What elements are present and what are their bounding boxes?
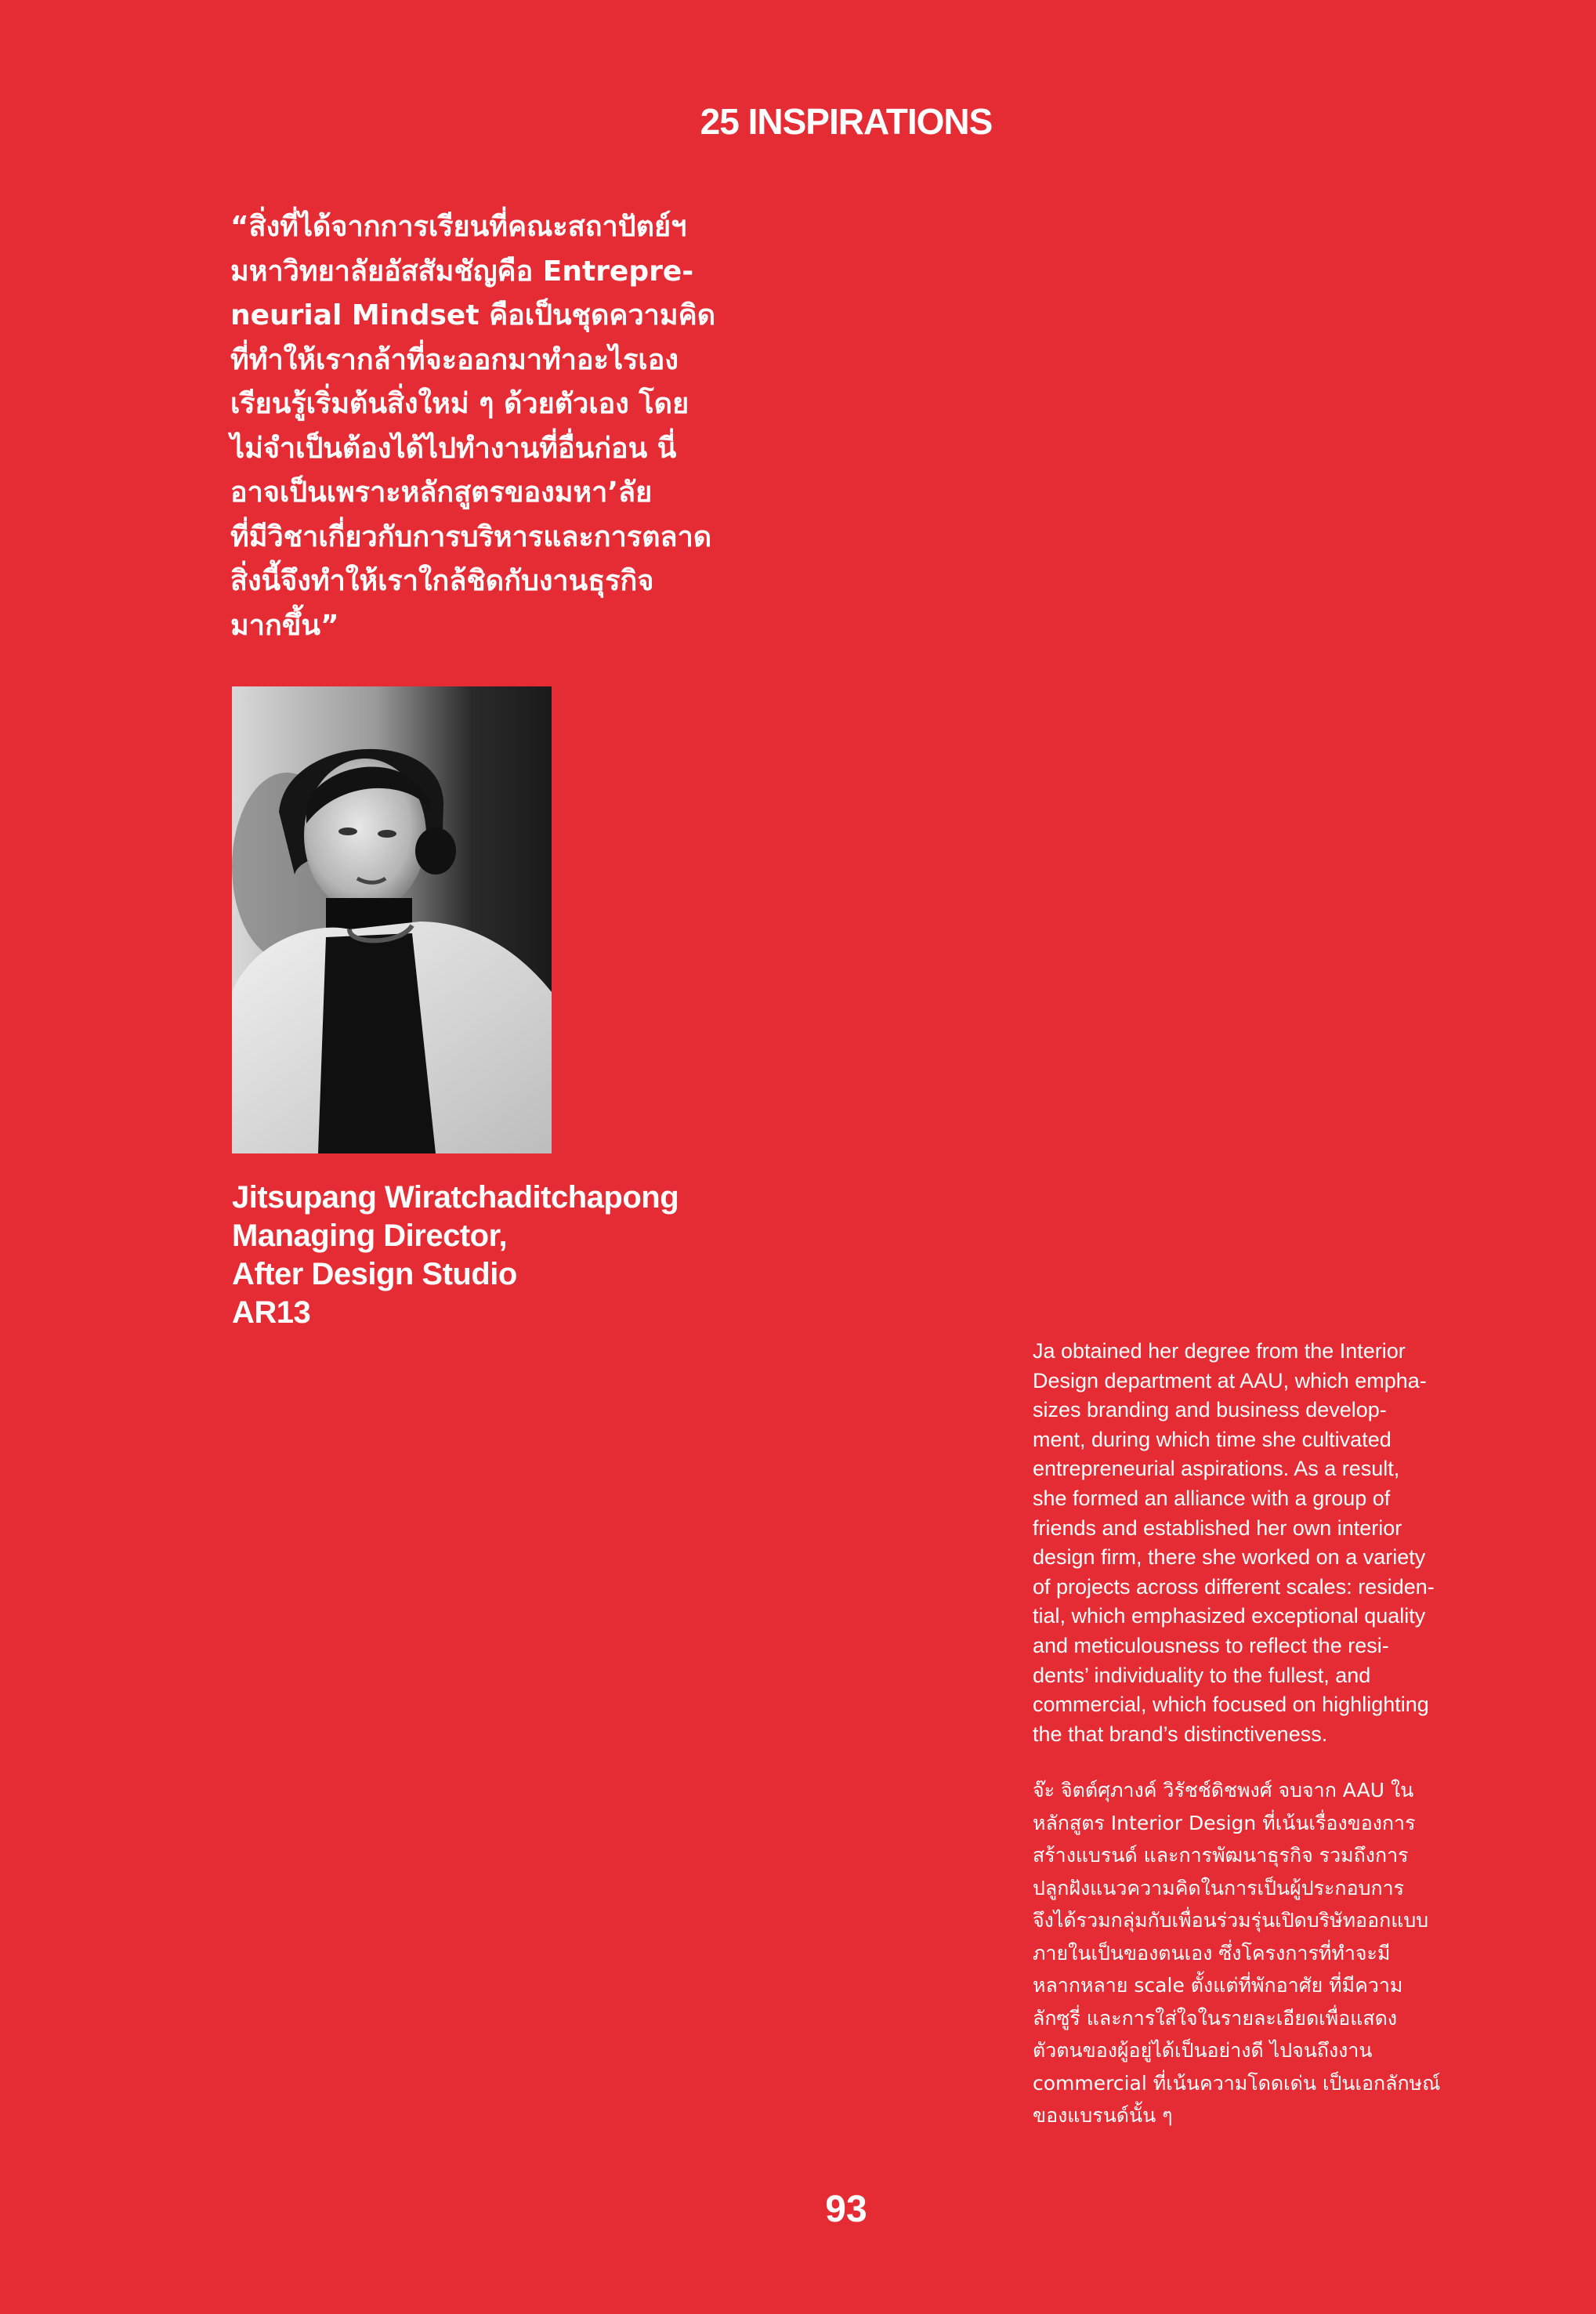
person-code: AR13 — [232, 1295, 311, 1330]
body-line: หลักสูตร Interior Design ที่เน้นเรื่องของการ — [1033, 1811, 1416, 1834]
body-line: design firm, there she worked on a variety — [1033, 1545, 1426, 1570]
person-role: Managing Director, — [232, 1219, 508, 1253]
quote-line: neurial Mindset คือเป็นชุดความคิด — [230, 299, 716, 331]
quote-line: ไม่จำเป็นต้องได้ไปทำงานที่อื่นก่อน นี่ — [230, 432, 677, 465]
pull-quote — [230, 205, 794, 648]
body-line: sizes branding and business develop- — [1033, 1398, 1387, 1422]
body-line: tial, which emphasized exceptional quality — [1033, 1604, 1426, 1628]
body-line: friends and established her own interior — [1033, 1516, 1402, 1540]
body-line: ภายในเป็นของตนเอง ซึ่งโครงการที่ทำจะมี — [1033, 1941, 1391, 1965]
quote-line: มหาวิทยาลัยอัสสัมชัญคือ Entrepre- — [230, 255, 694, 288]
body-line: สร้างแบรนด์ และการพัฒนาธุรกิจ รวมถึงการ — [1033, 1844, 1409, 1867]
body-line: she formed an alliance with a group of — [1033, 1486, 1391, 1510]
body-line: and meticulousness to reflect the resi- — [1033, 1633, 1389, 1657]
body-line: Design department at AAU, which empha- — [1033, 1368, 1427, 1392]
profile-block — [232, 1179, 679, 1332]
person-company: After Design Studio — [232, 1257, 517, 1291]
quote-line: อาจเป็นเพราะหลักสูตรของมหา’ลัย — [230, 476, 653, 509]
body-line: commercial ที่เน้นความโดดเด่น เป็นเอกลักษณ์ — [1033, 2071, 1441, 2095]
quote-line: ที่มีวิชาเกี่ยวกับการบริหารและการตลาด — [230, 520, 712, 553]
body-line: of projects across different scales: residen- — [1033, 1574, 1435, 1599]
portrait-photo — [232, 686, 552, 1153]
body-line: commercial, which focused on highlighting — [1033, 1693, 1429, 1717]
body-line: the that brand’s distinctiveness. — [1033, 1722, 1328, 1746]
quote-line: มากขึ้น” — [230, 609, 339, 642]
body-line: ตัวตนของผู้อยู่ได้เป็นอย่างดี ไปจนถึงงาน — [1033, 2039, 1373, 2062]
quote-line: “สิ่งที่ได้จากการเรียนที่คณะสถาปัตย์ฯ — [230, 211, 687, 243]
section-title: 25 INSPIRATIONS — [700, 101, 993, 142]
body-line: หลากหลาย scale ตั้งแต่ที่พักอาศัย ที่มีความ — [1033, 1974, 1403, 1997]
quote-line: สิ่งนี้จึงทำให้เราใกล้ชิดกับงานธุรกิจ — [230, 565, 654, 597]
body-line: ปลูกฝังแนวความคิดในการเป็นผู้ประกอบการ — [1033, 1876, 1405, 1899]
body-line: ของแบรนด์นั้น ๆ — [1033, 2104, 1173, 2127]
page-number: 93 — [825, 2189, 867, 2230]
body-text-english — [1033, 1337, 1471, 1749]
body-line: entrepreneurial aspirations. As a result, — [1033, 1457, 1400, 1481]
quote-line: ที่ทำให้เรากล้าที่จะออกมาทำอะไรเอง — [230, 343, 679, 376]
body-line: ลักซูรี่ และการใส่ใจในรายละเอียดเพื่อแสดง — [1033, 2006, 1398, 2030]
body-line: จ๊ะ จิตต์ศุภางค์ วิรัชช์ดิชพงศ์ จบจาก AAU ใน — [1033, 1779, 1414, 1802]
body-text-thai — [1033, 1774, 1471, 2132]
body-line: dents’ individuality to the fullest, and — [1033, 1663, 1371, 1687]
body-line: จึงได้รวมกลุ่มกับเพื่อนร่วมรุ่นเปิดบริษัทออกแบบ — [1033, 1909, 1429, 1932]
body-line: Ja obtained her degree from the Interior — [1033, 1339, 1406, 1363]
body-line: ment, during which time she cultivated — [1033, 1427, 1392, 1451]
quote-line: เรียนรู้เริ่มต้นสิ่งใหม่ ๆ ด้วยตัวเอง โดย — [230, 388, 689, 420]
person-name: Jitsupang Wiratchaditchapong — [232, 1180, 679, 1215]
